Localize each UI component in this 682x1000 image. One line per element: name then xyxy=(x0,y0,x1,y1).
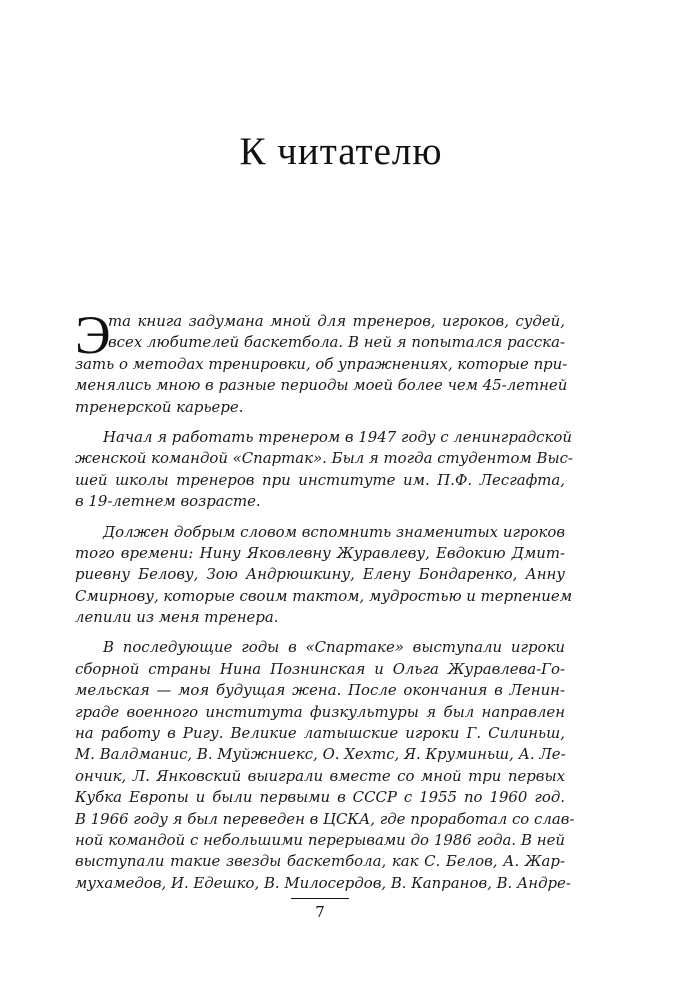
page-number: 7 xyxy=(315,903,325,921)
text-line: граде военного института физкультуры я был направлен xyxy=(75,702,565,721)
page-title: К читателю xyxy=(239,130,443,174)
text-line: сборной страны Нина Познинская и Ольга Журавлева-Го- xyxy=(75,659,565,678)
text-line: ной командой с небольшими перерывами до 1986 года. В ней xyxy=(75,830,565,849)
text-line: В последующие годы в «Спартаке» выступали игроки xyxy=(103,638,565,657)
text-line: женской командой «Спартак». Был я тогда студентом Выс- xyxy=(75,449,573,468)
text-line: лепили из меня тренера. xyxy=(75,608,279,627)
text-line: Должен добрым словом вспомнить знаменитых игроков xyxy=(103,522,565,541)
text-line: зать о методах тренировки, об упражнениях, которые при- xyxy=(75,354,568,373)
text-line: Кубка Европы и были первыми в СССР с 1955 по 1960 год. xyxy=(75,788,565,807)
text-line: шей школы тренеров при институте им. П.Ф. Лесгафта, xyxy=(75,470,565,489)
text-line: мельская — моя будущая жена. После окончания в Ленин- xyxy=(75,681,565,700)
text-line: мухамедов, И. Едешко, В. Милосердов, В. Капранов, В. Андре- xyxy=(75,873,571,892)
text-line: того времени: Нину Яковлевну Журавлеву, Евдокию Дмит- xyxy=(75,543,565,562)
text-line: Начал я работать тренером в 1947 году с ленинградской xyxy=(103,427,572,446)
text-line: та книга задумана мной для тренеров, игроков, судей, xyxy=(108,312,565,330)
text-line: риевну Белову, Зою Андрюшкину, Елену Бондаренко, Анну xyxy=(75,565,565,584)
text-line: Смирнову, которые своим тактом, мудростью и терпением xyxy=(75,586,573,605)
text-line: тренерской карьере. xyxy=(75,397,244,416)
text-line: выступали такие звезды баскетбола, как С. Белов, А. Жар- xyxy=(75,852,565,871)
body-text xyxy=(75,311,575,894)
text-line: менялись мною в разные периоды моей более чем 45-летней xyxy=(75,376,568,395)
text-line: В 1966 году я был переведен в ЦСКА, где проработал со слав- xyxy=(75,809,575,828)
text-line: М. Валдманис, В. Муйжниекс, О. Хехтс, Я. Круминьш, А. Ле- xyxy=(75,745,566,764)
text-line: всех любителей баскетбола. В ней я попытался расска- xyxy=(108,333,565,352)
drop-cap: Э xyxy=(75,305,111,365)
paragraph xyxy=(75,427,573,513)
text-line: ончик, Л. Янковский выиграли вместе со мной три первых xyxy=(75,766,565,785)
footer-rule xyxy=(291,898,349,899)
text-line: на работу в Ригу. Великие латышские игроки Г. Силиньш, xyxy=(75,724,565,743)
paragraph xyxy=(75,637,575,894)
paragraph xyxy=(75,522,573,629)
text-line: в 19-летнем возрасте. xyxy=(75,492,261,511)
paragraph xyxy=(75,311,568,418)
